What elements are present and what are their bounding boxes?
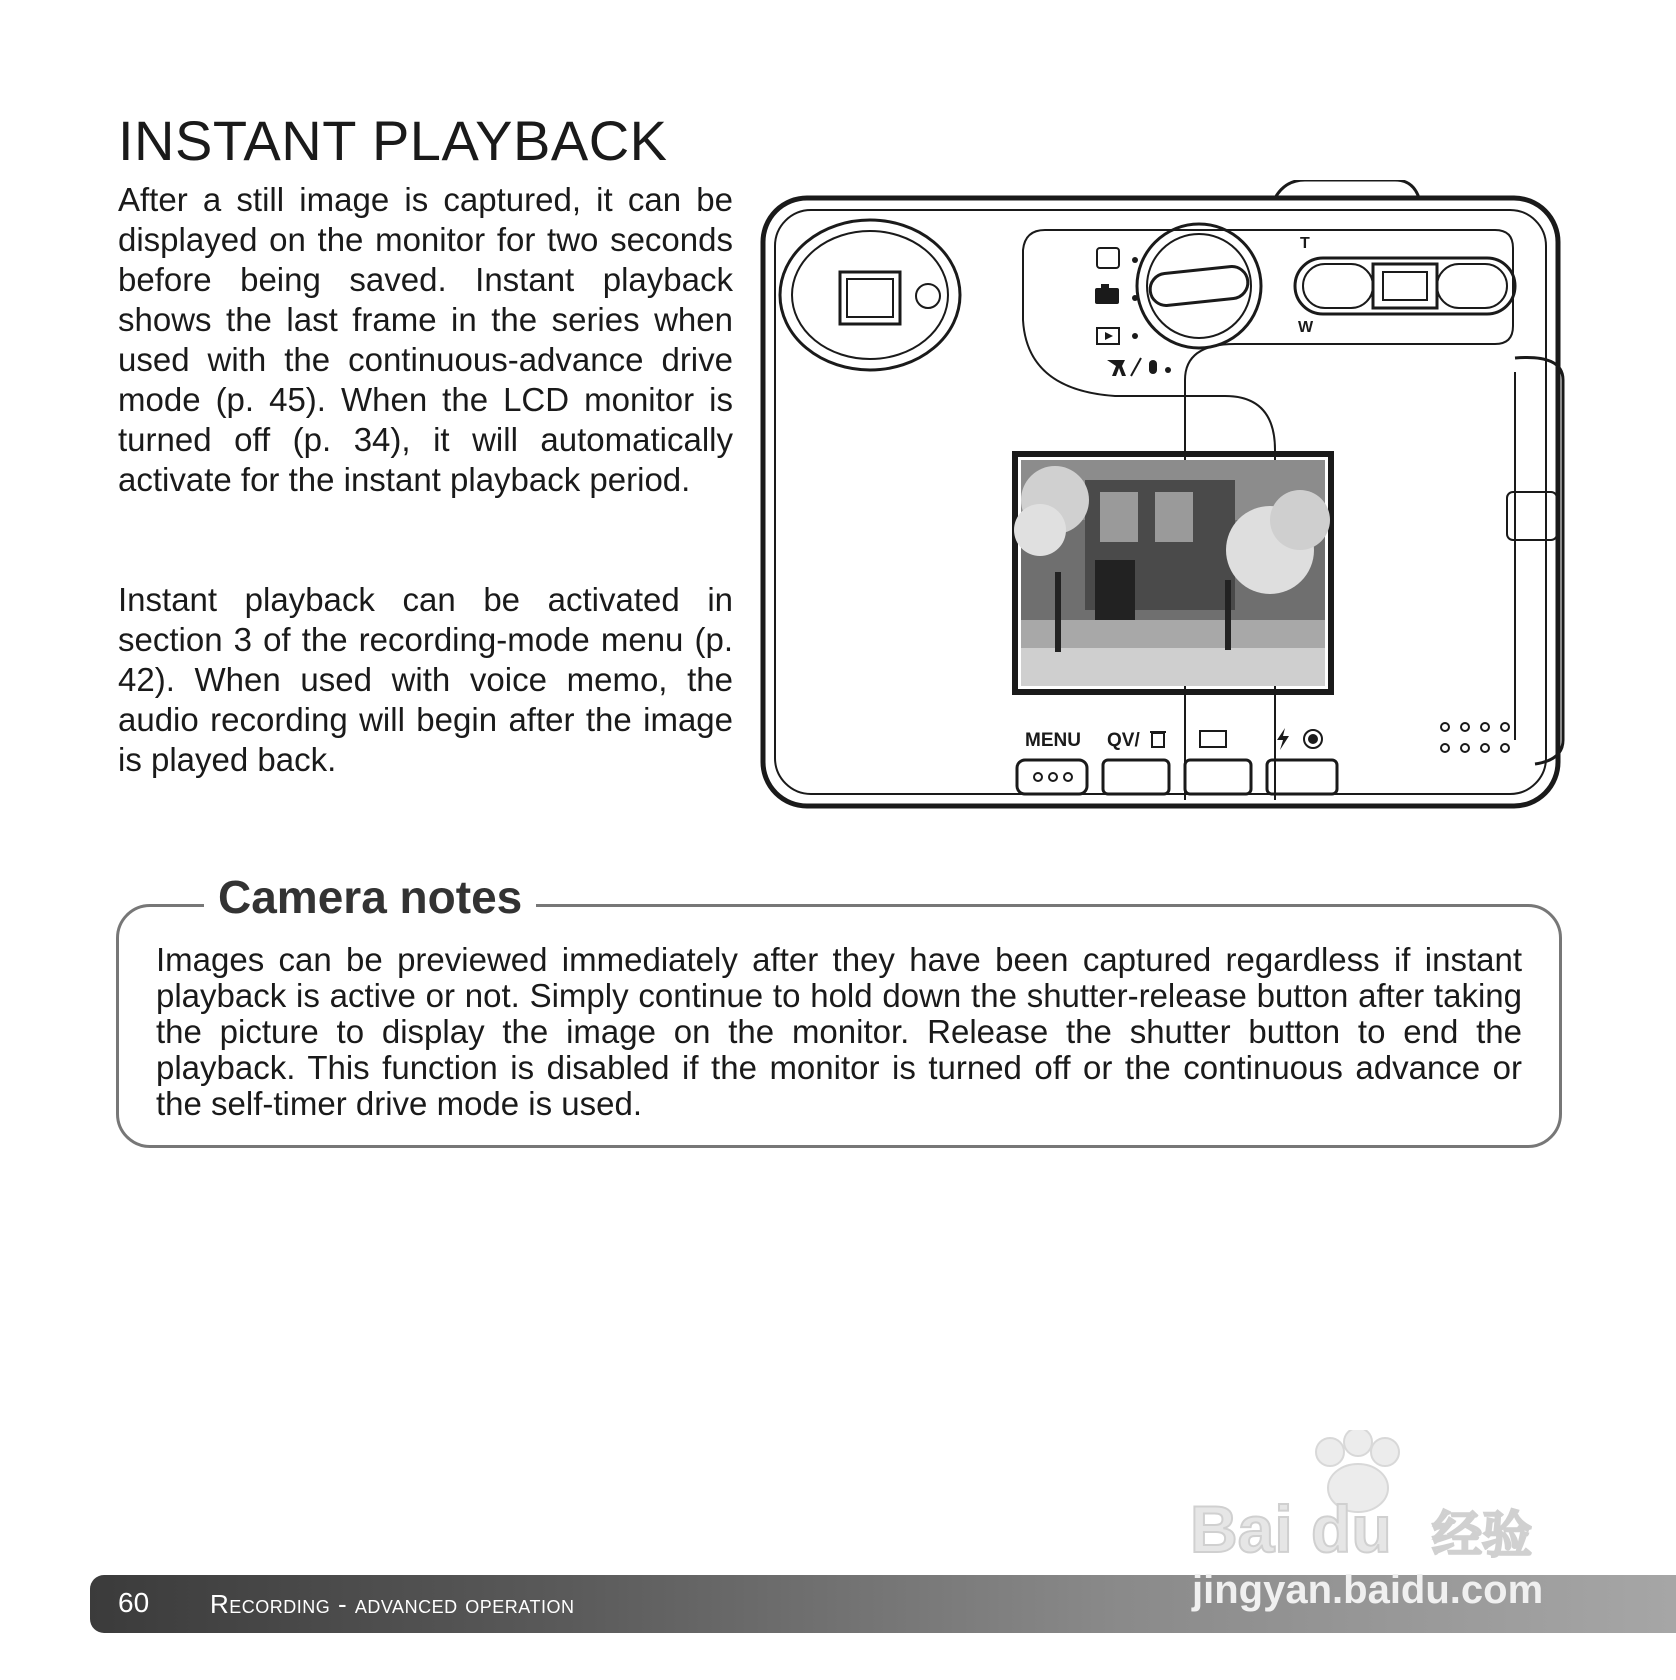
- watermark-brand: Bai du: [1190, 1492, 1392, 1566]
- section-name: Recording - advanced operation: [210, 1589, 575, 1619]
- paragraph-intro: After a still image is captured, it can be displayed on the monitor for two seconds before being saved. Instant playback shows the last frame in the series when used with the continuous-advance drive mode (p. 45). When the LCD monitor is turned off (p. 34), it will automatically activate for the instant playback period.: [118, 181, 733, 498]
- camera-notes-text: Images can be previewed immediately after they have been captured regardless if instant playback is active or not. Simply continue to hold down the shutter-release button after taking the picture to display the image on the monitor. Release the shutter button to end the playback. This function is disabled if the monitor is turned off or the continuous advance or the self-timer drive mode is used.: [156, 941, 1522, 1122]
- page-number: 60: [118, 1587, 150, 1618]
- qv-button-label: QV/: [1107, 730, 1140, 751]
- camera-back-illustration: [755, 180, 1565, 830]
- watermark-url: jingyan.baidu.com: [1192, 1568, 1544, 1612]
- menu-button-label: MENU: [1025, 730, 1081, 751]
- watermark-brand-cn: 经验: [1432, 1506, 1532, 1564]
- paragraph-activation: Instant playback can be activated in section 3 of the recording-mode menu (p. 42). When used with voice memo, the audio recording will begin after the image is played back.: [118, 581, 733, 778]
- zoom-tele-label: T: [1300, 235, 1310, 252]
- page-title: INSTANT PLAYBACK: [118, 109, 668, 172]
- trash-icon: [1152, 733, 1164, 747]
- display-mode-icon: [1200, 731, 1226, 747]
- camera-notes-title: Camera notes: [204, 870, 536, 924]
- zoom-wide-label: W: [1298, 319, 1314, 336]
- lcd-photo: [1014, 460, 1330, 686]
- flash-icon: [1277, 728, 1289, 750]
